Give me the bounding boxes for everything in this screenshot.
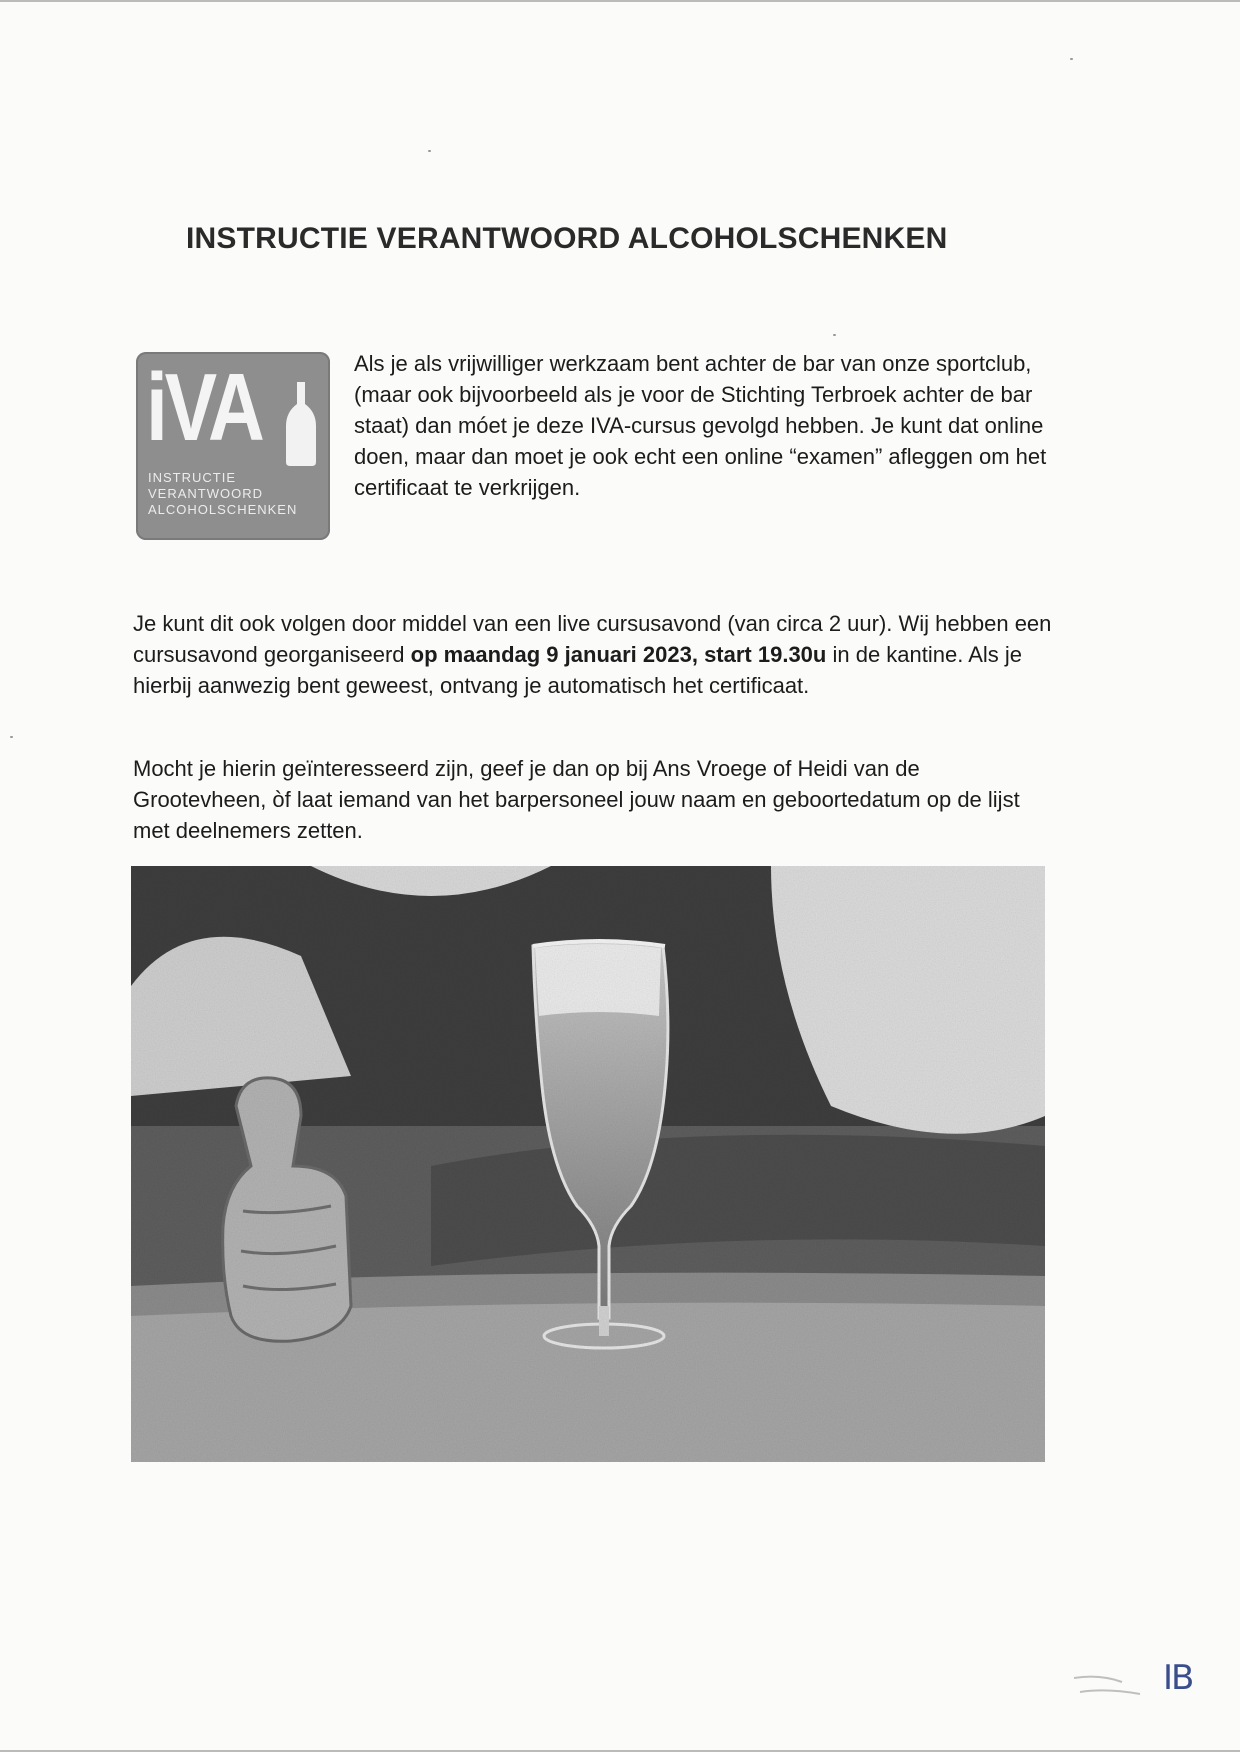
scribble-mark xyxy=(1070,1672,1150,1702)
logo-subtitle-line: ALCOHOLSCHENKEN xyxy=(148,502,298,517)
scan-speck xyxy=(428,150,431,152)
scan-speck xyxy=(1070,58,1073,60)
logo-letters: iVA xyxy=(146,354,262,461)
logo-subtitle-line: VERANTWOORD xyxy=(148,486,263,501)
course-date-highlight: op maandag 9 januari 2023, start 19.30u xyxy=(410,642,827,667)
scan-speck xyxy=(833,334,836,336)
handwritten-initials: IB xyxy=(1163,1658,1193,1698)
iva-logo xyxy=(136,352,330,540)
logo-subtitle-line: INSTRUCTIE xyxy=(148,470,236,485)
intro-paragraph: Als je als vrijwilliger werkzaam bent achter de bar van onze sportclub, (maar ook bijvoorbeeld als je voor de Stichting Terbroek achter de bar staat) dan móet je deze IVA-cursus gevolgd hebben. Je kunt dat online doen, maar dan moet je ook echt een online “examen” afleggen om het certificaat te verkrijgen. xyxy=(354,351,1047,500)
bottle-icon xyxy=(286,382,316,466)
scan-speck xyxy=(10,736,13,738)
scan-edge-top xyxy=(0,0,1240,2)
logo-subtitle xyxy=(148,470,297,518)
course-text-end: in de kantine. Als je hierbij aanwezig bent geweest, ontvang je automatisch het certificaat. xyxy=(133,642,1023,698)
signup-paragraph: Mocht je hierin geïnteresseerd zijn, geef je dan op bij Ans Vroege of Heidi van de Grootevheen, òf laat iemand van het barpersoneel jouw naam en geboortedatum op de lijst met deelnemers zetten. xyxy=(133,756,1020,843)
course-text-start: Je kunt dit ook volgen door middel van een live cursusavond (van circa 2 uur). Wij hebben een cursusavond georganiseerd xyxy=(133,611,1052,667)
page-title: INSTRUCTIE VERANTWOORD ALCOHOLSCHENKEN xyxy=(186,222,948,255)
photo-thumbs-up-beer-glass xyxy=(131,866,1045,1462)
course-evening-paragraph xyxy=(133,608,1053,701)
